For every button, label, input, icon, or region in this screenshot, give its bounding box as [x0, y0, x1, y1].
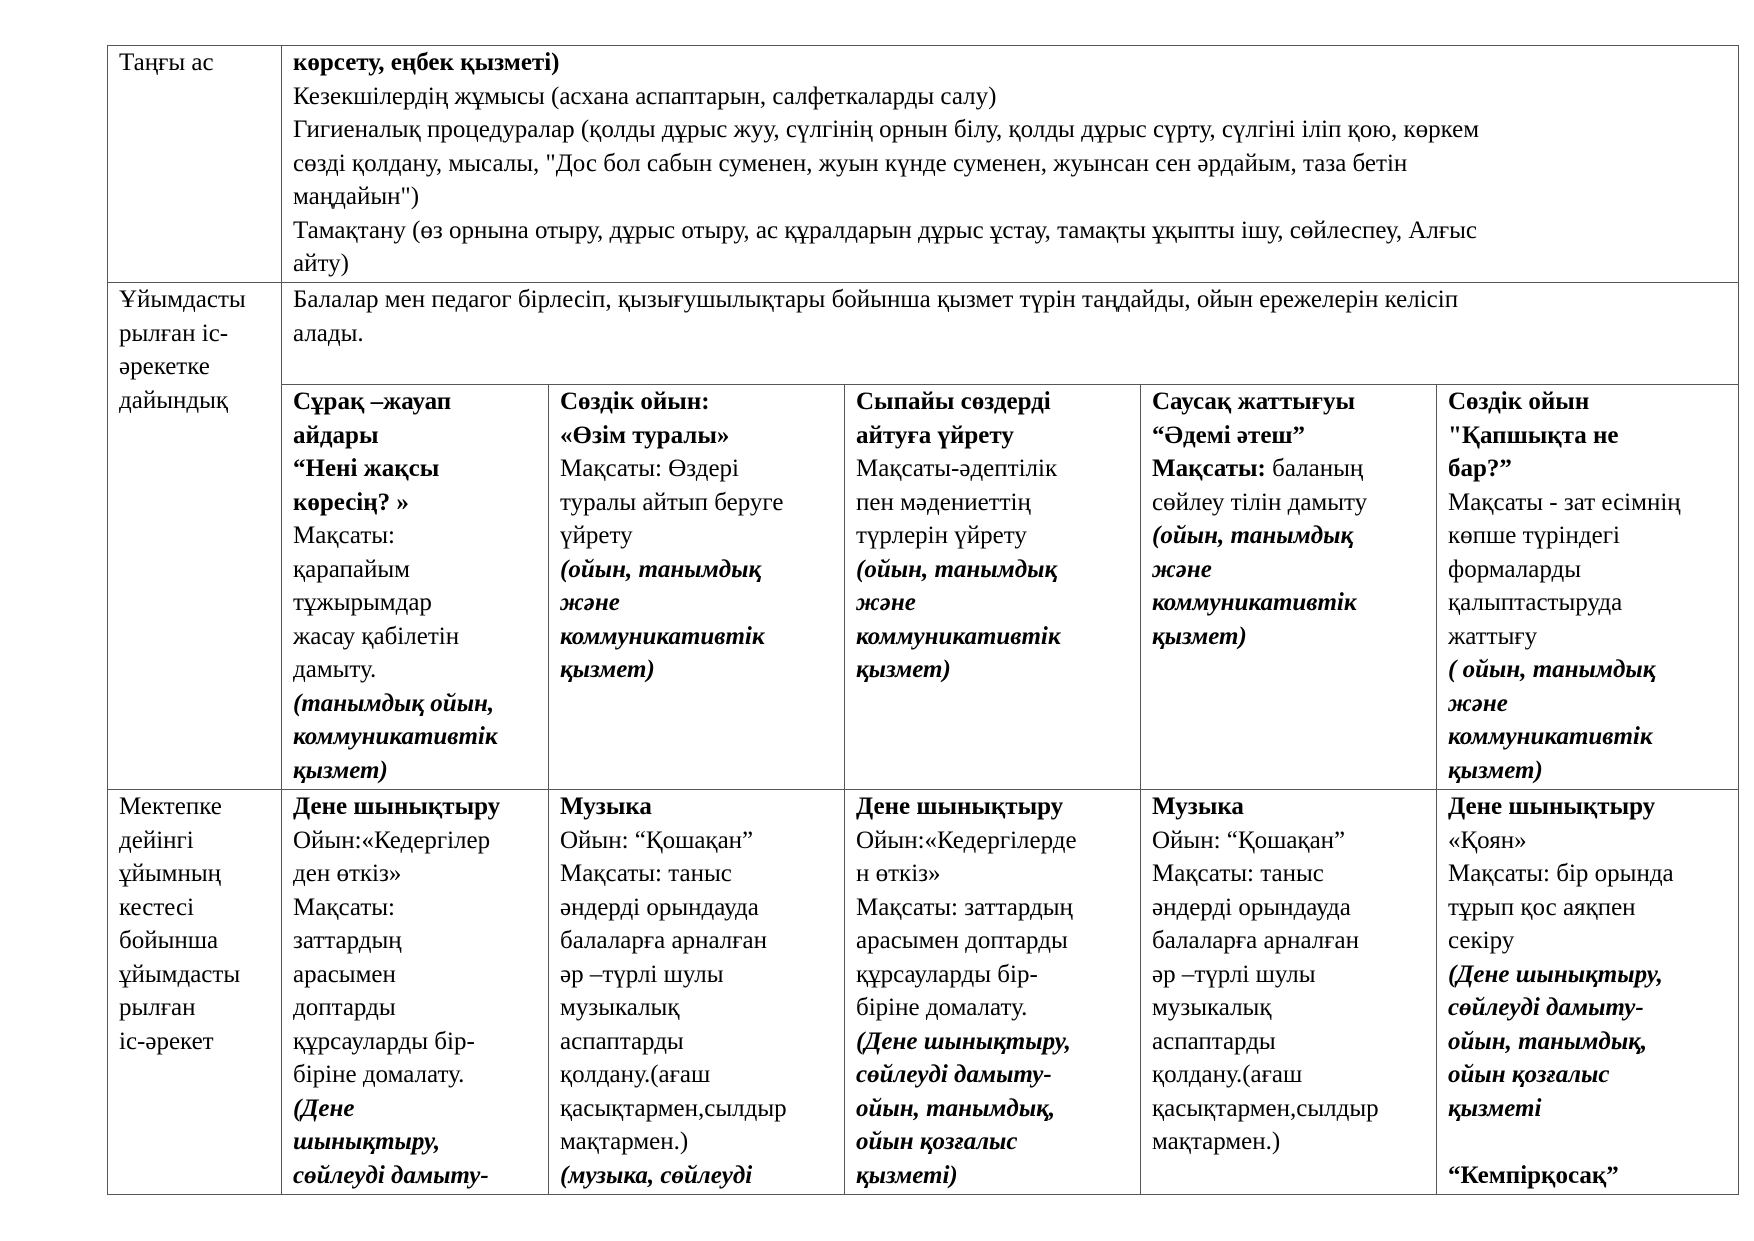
text-line: құрсауларды бір- — [856, 960, 1038, 988]
text-line: айтуға үйрету — [856, 421, 1014, 449]
row-label-schedule — [108, 790, 282, 1195]
text-line: іс-әрекет — [119, 1027, 214, 1055]
text-line: тұжырымдар — [293, 589, 432, 616]
text-line: “Нені жақсы — [293, 455, 440, 482]
text-line: дайындық — [119, 386, 229, 414]
text-line: пен мәдениеттің — [856, 488, 1031, 516]
text-line: (Дене — [293, 1094, 355, 1122]
schedule-activity-2 — [549, 790, 845, 1195]
text-line: Сөздік ойын: — [560, 388, 710, 415]
text-line: Ойын:«Кедергілерде — [856, 826, 1077, 854]
text-line: көрсету, еңбек қызметі) — [293, 49, 560, 76]
text-line: (ойын, танымдық — [856, 555, 1058, 583]
schedule-activity-4 — [1141, 790, 1437, 1195]
text-line: ойын, танымдық, — [1448, 1027, 1648, 1055]
text-line: Ойын: “Қошақан” — [560, 826, 754, 854]
text-line: Дене шынықтыру — [293, 793, 501, 820]
text-line: “Кемпірқосақ” — [1448, 1161, 1619, 1189]
text-line: Тамақтану (өз орнына отыру, дұрыс отыру, ас құралдарын дұрыс ұстау, тамақты ұқыпты ішу, сөйлеспеу, Алғыс — [293, 216, 1478, 244]
text-line: заттардың — [293, 927, 402, 954]
text-line: сөйлеуді дамыту- — [856, 1061, 1052, 1088]
text-line: ден өткіз» — [293, 860, 402, 887]
text-line: рылған — [119, 994, 196, 1021]
text-line: Мақсаты: таныс — [1152, 860, 1324, 887]
breakfast-content — [282, 46, 1739, 283]
text-line: арасымен — [293, 960, 396, 988]
prep-activity-3 — [845, 385, 1141, 790]
text-line: "Қапшықта не — [1448, 421, 1619, 449]
text-line: мақтармен.) — [560, 1128, 689, 1155]
text-line: әр –түрлі шулы — [560, 960, 724, 988]
text-line: ұйымның — [119, 860, 222, 887]
prep-intro — [282, 283, 1739, 385]
text-line: қызметі) — [856, 1161, 958, 1189]
text-line: Таңғы ас — [119, 49, 214, 76]
text-line: қызмет) — [1448, 756, 1543, 784]
text-line: қызмет) — [560, 656, 655, 683]
row-label-prep — [108, 283, 282, 790]
text-line: көресің? » — [293, 488, 409, 516]
text-line: және — [1448, 689, 1508, 717]
regular-run: баланың — [1265, 455, 1364, 482]
text-line: әндерді орындауда — [560, 893, 759, 921]
text-line: үйрету — [560, 522, 633, 549]
text-line: сөйлеу тілін дамыту — [1152, 488, 1368, 516]
text-line: бар?” — [1448, 455, 1512, 482]
text-line: дейінгі — [119, 826, 194, 854]
text-line: (Дене шынықтыру, — [856, 1027, 1071, 1055]
text-line: «Өзім туралы» — [560, 421, 730, 449]
schedule-activity-1 — [282, 790, 549, 1195]
text-line: н өткіз» — [856, 860, 941, 887]
text-line: музыкалық — [560, 994, 680, 1021]
text-line: қолдану.(ағаш — [560, 1061, 711, 1088]
text-line: рылған іс- — [119, 319, 229, 347]
daily-plan-table — [107, 45, 1739, 1195]
text-line: көпше түріндегі — [1448, 522, 1620, 549]
text-line: Мақсаты: таныс — [560, 860, 732, 887]
text-line: Саусақ жаттығуы — [1152, 388, 1356, 415]
text-line: Мақсаты: — [293, 522, 395, 549]
text-line: ойын қозғалыс — [1448, 1061, 1610, 1088]
text-line: Ұйымдасты — [119, 286, 246, 313]
row-schedule — [108, 790, 1739, 1195]
text-line: ойын, танымдық, — [856, 1094, 1056, 1122]
text-line: коммуникативтік — [856, 622, 1061, 650]
row-label-breakfast — [108, 46, 282, 283]
text-line: Сыпайы сөздерді — [856, 388, 1051, 415]
prep-activity-2 — [549, 385, 845, 790]
row-breakfast — [108, 46, 1739, 283]
text-line: қызмет) — [293, 756, 388, 784]
text-line: және — [560, 589, 620, 616]
text-line: Мақсаты-әдептілік — [856, 455, 1058, 482]
text-line: Балалар мен педагог бірлесіп, қызығушылықтары бойынша қызмет түрін таңдайды, ойын ережелерін келісіп — [293, 286, 1459, 313]
text-line: “Әдемі әтеш” — [1152, 421, 1306, 449]
text-line: доптарды — [293, 994, 396, 1021]
text-line — [1152, 452, 1430, 486]
text-line: аспаптарды — [1152, 1027, 1276, 1055]
text-line: әндерді орындауда — [1152, 893, 1351, 921]
text-line: Кезекшілердің жұмысы (асхана аспаптарын, салфеткаларды салу) — [293, 82, 997, 110]
schedule-activity-3 — [845, 790, 1141, 1195]
text-line: қолдану.(ағаш — [1152, 1061, 1303, 1088]
bold-run: Мақсаты: — [1152, 455, 1266, 482]
text-line: тұрып қос аяқпен — [1448, 893, 1636, 921]
text-line: қарапайым — [293, 555, 410, 583]
text-line: құрсауларды бір- — [293, 1027, 475, 1055]
text-line: (ойын, танымдық — [560, 555, 762, 583]
text-line: Музыка — [1152, 793, 1244, 820]
prep-activity-5 — [1437, 385, 1739, 790]
text-line: және — [856, 589, 916, 616]
text-line: сөйлеуді дамыту- — [1448, 994, 1644, 1021]
prep-activity-4 — [1141, 385, 1437, 790]
text-line: ойын қозғалыс — [856, 1128, 1018, 1155]
text-line: жаттығу — [1448, 622, 1538, 650]
text-line: әр –түрлі шулы — [1152, 960, 1316, 988]
text-line: шынықтыру, — [293, 1128, 441, 1155]
text-line: Мақсаты: бір орында — [1448, 860, 1674, 887]
text-line: қызмет) — [856, 656, 951, 683]
text-line: (музыка, сөйлеуді — [560, 1161, 753, 1189]
text-line: туралы айтып беруге — [560, 488, 784, 516]
text-line: қасықтармен,сылдыр — [1152, 1094, 1379, 1122]
text-line: қалыптастыруда — [1448, 589, 1623, 616]
text-line: айту) — [293, 250, 349, 277]
text-line: арасымен доптарды — [856, 927, 1068, 954]
schedule-activity-5 — [1437, 790, 1739, 1195]
text-line: Мақсаты - зат есімнің — [1448, 488, 1681, 516]
text-line: Мақсаты: заттардың — [856, 893, 1073, 921]
text-line: коммуникативтік — [1152, 589, 1357, 616]
text-line: маңдайын") — [293, 183, 420, 210]
text-line: (танымдық ойын, — [293, 689, 495, 717]
text-line: бойынша — [119, 927, 219, 954]
text-line: аспаптарды — [560, 1027, 684, 1055]
text-line: коммуникативтік — [293, 723, 498, 750]
text-line: айдары — [293, 421, 379, 449]
text-line: қызметі — [1448, 1094, 1542, 1122]
text-line: (Дене шынықтыру, — [1448, 960, 1663, 988]
text-line: біріне домалату. — [293, 1061, 465, 1088]
text-line: Мақсаты: — [293, 893, 395, 921]
text-line: Сұрақ –жауап — [293, 388, 452, 415]
text-line: Мақсаты: Өздері — [560, 455, 739, 482]
text-line: Ойын:«Кедергілер — [293, 826, 491, 854]
text-line: біріне домалату. — [856, 994, 1028, 1021]
text-line: балаларға арналған — [560, 927, 767, 954]
text-line: кестесі — [119, 893, 195, 921]
text-line: Дене шынықтыру — [856, 793, 1064, 820]
text-line: дамыту. — [293, 656, 377, 683]
text-line — [1448, 1125, 1732, 1159]
text-line: (ойын, танымдық — [1152, 522, 1354, 549]
text-line: Мектепке — [119, 793, 222, 820]
text-line: Гигиеналық процедуралар (қолды дұрыс жуу, сүлгінің орнын білу, қолды дұрыс сүрту, сүлгіні іліп қою, көркем — [293, 116, 1480, 143]
text-line: Дене шынықтыру — [1448, 793, 1656, 820]
text-line: Музыка — [560, 793, 652, 820]
text-line: сөзді қолдану, мысалы, "Дос бол сабын суменен, жуын күнде суменен, жуынсан сен әрдайым, таза бетін — [293, 149, 1408, 177]
text-line: ұйымдасты — [119, 960, 241, 988]
text-line: музыкалық — [1152, 994, 1272, 1021]
text-line: қызмет) — [1152, 622, 1247, 650]
text-line: балаларға арналған — [1152, 927, 1359, 954]
text-line: коммуникативтік — [560, 622, 765, 650]
text-line: мақтармен.) — [1152, 1128, 1281, 1155]
row-prep-intro — [108, 283, 1739, 385]
row-prep-activities — [108, 385, 1739, 790]
text-line: әрекетке — [119, 353, 210, 380]
text-line: жасау қабілетін — [293, 622, 460, 650]
text-line: «Қоян» — [1448, 826, 1527, 854]
text-line: түрлерін үйрету — [856, 522, 1027, 549]
text-line: коммуникативтік — [1448, 723, 1653, 750]
text-line: қасықтармен,сылдыр — [560, 1094, 787, 1122]
text-line: алады. — [293, 319, 364, 347]
text-line: секіру — [1448, 927, 1515, 954]
text-line: Ойын: “Қошақан” — [1152, 826, 1346, 854]
prep-activity-1 — [282, 385, 549, 790]
text-line: Сөздік ойын — [1448, 388, 1590, 415]
text-line: сөйлеуді дамыту- — [293, 1161, 489, 1189]
text-line: ( ойын, танымдық — [1448, 656, 1656, 683]
text-line: формаларды — [1448, 555, 1582, 583]
text-line: және — [1152, 555, 1212, 583]
